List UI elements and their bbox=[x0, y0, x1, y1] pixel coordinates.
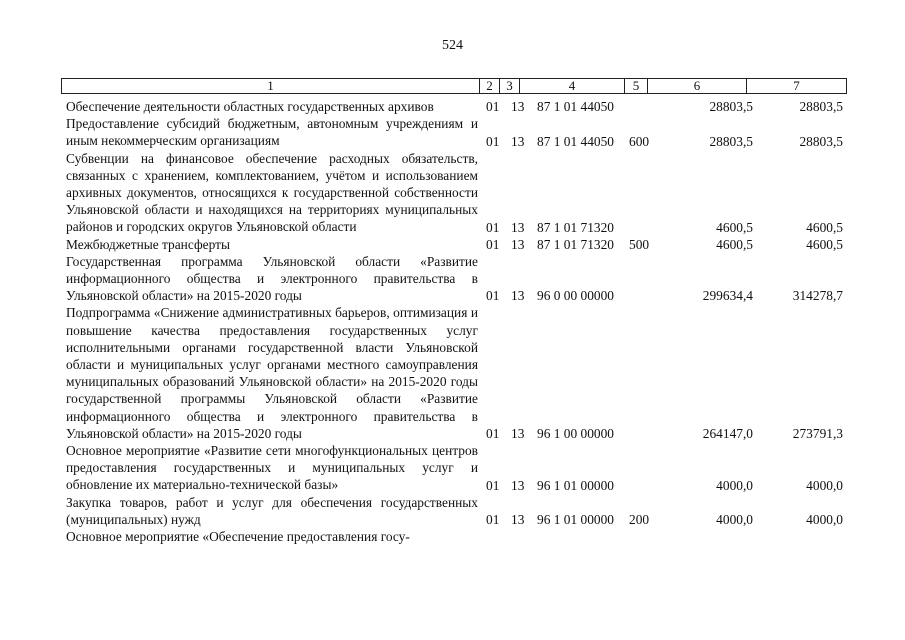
row-razdel: 01 bbox=[486, 99, 500, 115]
row-razdel: 01 bbox=[486, 219, 500, 235]
row-razdel: 01 bbox=[486, 512, 500, 528]
row-vr: 500 bbox=[629, 236, 650, 252]
row-csr: 96 1 01 00000 bbox=[537, 477, 614, 493]
row-amount-6: 4600,5 bbox=[716, 236, 753, 252]
table-row bbox=[0, 150, 905, 236]
row-name: Государственная программа Ульяновской области «Развитие информационного общества и электронного правительства в Ульяновской области» на 2015-2020 годы bbox=[66, 253, 478, 304]
table-row bbox=[0, 236, 905, 253]
row-codes bbox=[0, 236, 905, 253]
row-amount-6: 4600,5 bbox=[716, 219, 753, 235]
row-amount-6: 299634,4 bbox=[702, 288, 753, 304]
row-amount-7: 4600,5 bbox=[806, 219, 843, 235]
row-name: Межбюджетные трансферты bbox=[66, 236, 230, 252]
row-podrazdel: 13 bbox=[511, 288, 525, 304]
budget-table-body bbox=[0, 98, 905, 545]
row-codes bbox=[0, 133, 905, 150]
row-amount-6: 4000,0 bbox=[716, 512, 753, 528]
row-csr: 87 1 01 71320 bbox=[537, 219, 614, 235]
row-amount-7: 273791,3 bbox=[792, 426, 843, 442]
row-razdel: 01 bbox=[486, 426, 500, 442]
row-codes bbox=[0, 219, 905, 236]
table-row bbox=[0, 494, 905, 528]
row-name: Субвенции на финансовое обеспечение расходных обязательств, связанных с хранением, комплектованием, учётом и использованием архивных документов, относящихся к государственной собственности Ульяновской области и находящихся на территориях муниципальных районов и городских округов Ульяновской области bbox=[66, 150, 478, 235]
table-row bbox=[0, 98, 905, 115]
row-amount-6: 28803,5 bbox=[709, 99, 753, 115]
row-amount-7: 4600,5 bbox=[806, 236, 843, 252]
row-amount-7: 28803,5 bbox=[799, 133, 843, 149]
row-razdel: 01 bbox=[486, 133, 500, 149]
row-csr: 96 1 01 00000 bbox=[537, 512, 614, 528]
column-header-1: 1 bbox=[62, 79, 480, 94]
row-name: Предоставление субсидий бюджетным, автономным учреждениям и иным некоммерческим организациям bbox=[66, 116, 478, 149]
row-name: Обеспечение деятельности областных государственных архивов bbox=[66, 99, 434, 114]
row-amount-7: 4000,0 bbox=[806, 477, 843, 493]
column-header-4: 4 bbox=[520, 79, 625, 94]
row-podrazdel: 13 bbox=[511, 219, 525, 235]
row-podrazdel: 13 bbox=[511, 99, 525, 115]
row-amount-6: 28803,5 bbox=[709, 133, 753, 149]
row-amount-7: 4000,0 bbox=[806, 512, 843, 528]
row-csr: 87 1 01 71320 bbox=[537, 236, 614, 252]
column-header-2: 2 bbox=[480, 79, 500, 94]
column-header-7: 7 bbox=[747, 79, 847, 94]
row-csr: 96 0 00 00000 bbox=[537, 288, 614, 304]
table-row bbox=[0, 115, 905, 149]
row-amount-6: 4000,0 bbox=[716, 477, 753, 493]
row-razdel: 01 bbox=[486, 477, 500, 493]
table-row bbox=[0, 304, 905, 442]
column-header-6: 6 bbox=[648, 79, 747, 94]
row-name: Основное мероприятие «Обеспечение предоставления госу- bbox=[66, 529, 410, 545]
row-codes bbox=[0, 98, 905, 115]
row-amount-7: 314278,7 bbox=[792, 288, 843, 304]
row-vr: 200 bbox=[629, 512, 650, 528]
row-name: Основное мероприятие «Развитие сети многофункциональных центров предоставления государственных и муниципальных услуг и обновление их материально-технической базы» bbox=[66, 443, 478, 493]
row-codes bbox=[0, 287, 905, 304]
column-header-row bbox=[61, 78, 847, 94]
table-row bbox=[0, 528, 905, 545]
row-name: Подпрограмма «Снижение административных барьеров, оптимизация и повышение качества предоставления государственных услуг исполнительными органами государственной власти Ульяновской области и муниципальных услуг органами местного самоуправления муниципальных образований Ульяновской области» на 2015-2020 годы государственной программы Ульяновской области «Развитие информационного общества и электронного правительства в Ульяновской области» на 2015-2020 годы bbox=[66, 305, 478, 441]
row-razdel: 01 bbox=[486, 236, 500, 252]
column-header-5: 5 bbox=[625, 79, 648, 94]
row-csr: 96 1 00 00000 bbox=[537, 426, 614, 442]
row-codes bbox=[0, 425, 905, 442]
page-number: 524 bbox=[442, 38, 463, 53]
table-row bbox=[0, 442, 905, 494]
table-row bbox=[0, 253, 905, 305]
row-csr: 87 1 01 44050 bbox=[537, 99, 614, 115]
row-codes bbox=[0, 511, 905, 528]
row-amount-6: 264147,0 bbox=[702, 426, 753, 442]
row-razdel: 01 bbox=[486, 288, 500, 304]
row-vr: 600 bbox=[629, 133, 650, 149]
row-podrazdel: 13 bbox=[511, 477, 525, 493]
column-header-3: 3 bbox=[500, 79, 520, 94]
row-podrazdel: 13 bbox=[511, 426, 525, 442]
row-podrazdel: 13 bbox=[511, 133, 525, 149]
row-podrazdel: 13 bbox=[511, 236, 525, 252]
row-codes bbox=[0, 477, 905, 494]
row-name: Закупка товаров, работ и услуг для обеспечения государственных (муниципальных) нужд bbox=[66, 494, 478, 527]
row-amount-7: 28803,5 bbox=[799, 99, 843, 115]
row-podrazdel: 13 bbox=[511, 512, 525, 528]
row-csr: 87 1 01 44050 bbox=[537, 133, 614, 149]
